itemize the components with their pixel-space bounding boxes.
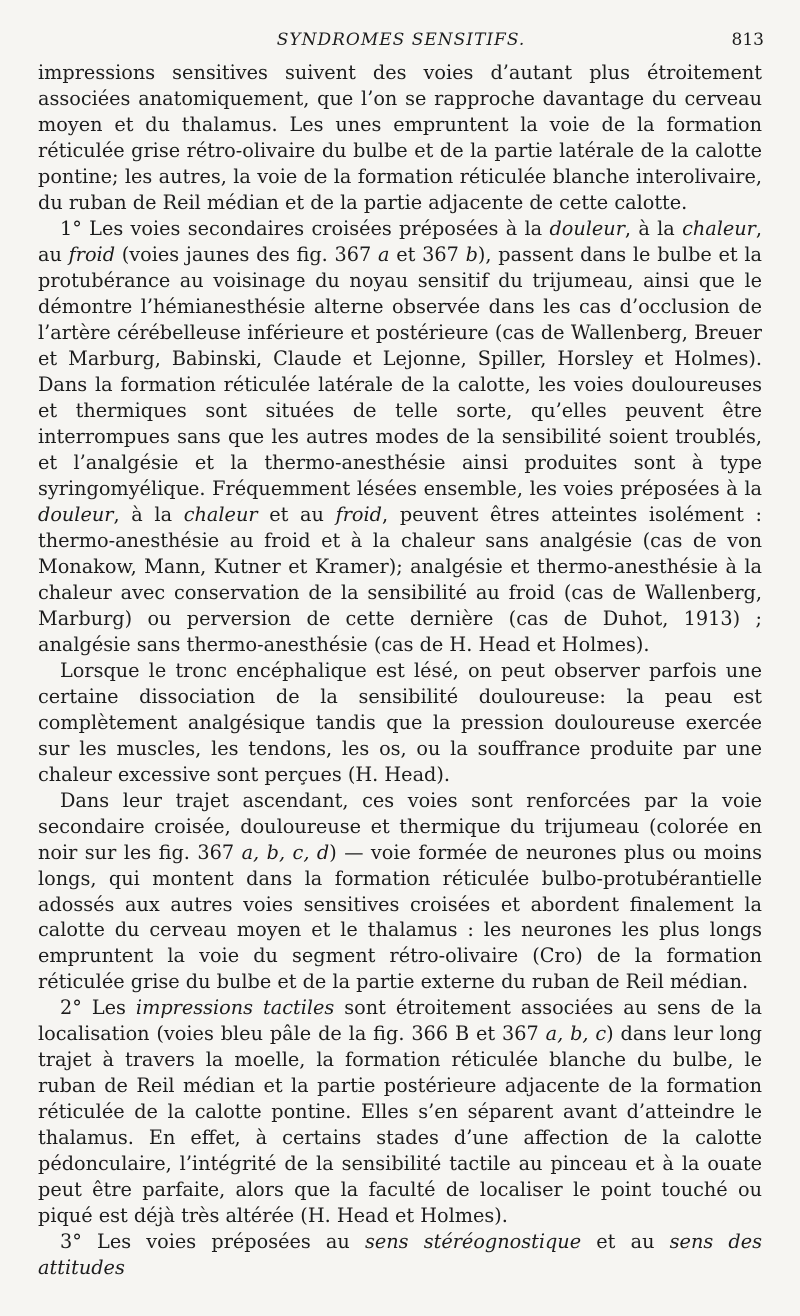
text-run: sont étroitement associées au sens de la localisation (voies bleu pâle de la fig. 366 B et 367 [38,996,762,1046]
text-run: 3° Les voies préposées au [60,1230,365,1254]
paragraph [38,658,762,788]
text-run: Lorsque le tronc encéphalique est lésé, on peut observer parfois une certaine dissociation de la sensibilité douloureuse: la peau est complètement analgésique tandis que la pression douloureuse exercée sur les muscles, les tendons, les os, ou la souffrance produite par une chaleur excessive sont perçues (H. Head). [38,658,762,786]
italic-text: impressions tactiles [135,996,335,1020]
paragraph [38,788,762,996]
body-text [38,60,762,1281]
italic-text: a [378,242,390,266]
text-run: , à la [113,502,184,526]
text-run: et au [257,502,336,526]
text-run: 1° Les voies secondaires croisées préposées à la [60,216,550,240]
page-number: 813 [731,30,764,50]
running-head [38,30,764,56]
italic-text: douleur [38,502,114,526]
text-run: , peuvent êtres atteintes isolément : thermo-anesthésie au froid et à la chaleur sans analgésie (cas de von Monakow, Mann, Kutner et Kramer); analgésie et thermo-anesthésie à la chaleur avec conservation de la sensibilité au froid (cas de Wallenberg, Marburg) ou perversion de cette dernière (cas de Duhot, 1913) ; analgésie sans thermo-anesthésie (cas de H. Head et Holmes). [38,502,762,656]
text-run: Dans leur trajet ascendant, ces voies sont renforcées par la voie secondaire croisée, douloureuse et thermique du trijumeau (colorée en noir sur les fig. 367 [38,788,762,864]
italic-text: douleur [549,216,625,240]
italic-text: froid [68,242,116,266]
text-run: et au [581,1230,670,1254]
text-run: ), passent dans le bulbe et la protubérance au voisinage du noyau sensitif du trijumeau, ainsi que le démontre l’hémianesthésie alterne observée dans les cas d’occlusion de l’artère cérébelleuse inférieure et postérieure (cas de Wallenberg, Breuer et Marburg, Babinski, Claude et Lejonne, Spiller, Horsley et Holmes). Dans la formation réticulée latérale de la calotte, les voies douloureuses et thermiques sont situées de telle sorte, qu’elles peuvent être interrompues sans que les autres modes de la sensibilité soient troublés, et l’analgésie et la thermo-anesthésie ainsi produites sont à type syringomyélique. Fréquemment lésées ensemble, les voies préposées à la [38,242,763,500]
text-run: et 367 [389,242,466,266]
paragraph [38,60,762,216]
running-title: SYNDROMES SENSITIFS. [276,30,526,50]
text-run: , à la [624,216,683,240]
paragraph [38,1229,762,1281]
text-run: (voies jaunes des fig. 367 [115,242,378,266]
text-run: , au [38,216,762,266]
text-run: impressions sensitives suivent des voies d’autant plus étroitement associées anatomiquement, que l’on se rapproche davantage du cerveau moyen et du thalamus. Les unes empruntent la voie de la formation réticulée grise rétro-olivaire du bulbe et de la partie latérale de la calotte pontine; les autres, la voie de la formation réticulée blanche interolivaire, du ruban de Reil médian et de la partie adjacente de cette calotte. [38,61,762,214]
paragraph [38,216,762,658]
italic-text: sens stéréognostique [364,1230,582,1254]
italic-text: sens des attitudes [38,1230,762,1280]
italic-text: chaleur [183,502,258,526]
italic-text: a, b, c [545,1022,607,1046]
text-run: ) dans leur long trajet à travers la moelle, la formation réticulée blanche du bulbe, le ruban de Reil médian et la partie postérieure adjacente de la formation réticulée de la calotte pontine. Elles s’en séparent avant d’atteindre le thalamus. En effet, à certains stades d’une affection de la calotte pédonculaire, l’intégrité de la sensibilité tactile au pinceau et à la ouate peut être parfaite, alors que la faculté de localiser le point touché ou piqué est déjà très altérée (H. Head et Holmes). [38,1022,762,1228]
text-run: 2° Les [60,996,136,1020]
italic-text: b [465,242,478,266]
paragraph [38,995,762,1229]
italic-text: chaleur [682,216,756,240]
italic-text: froid [335,502,383,526]
text-run: ) — voie formée de neurones plus ou moins longs, qui montent dans la formation réticulée bulbo-protubérantielle adossés aux autres voies sensitives croisées et abordent finalement la calotte du cerveau moyen et le thalamus : les neurones les plus longs empruntent la voie du segment rétro-olivaire (Cro) de la formation réticulée grise du bulbe et de la partie externe du ruban de Reil médian. [38,840,762,994]
italic-text: a, b, c, d [241,840,330,864]
